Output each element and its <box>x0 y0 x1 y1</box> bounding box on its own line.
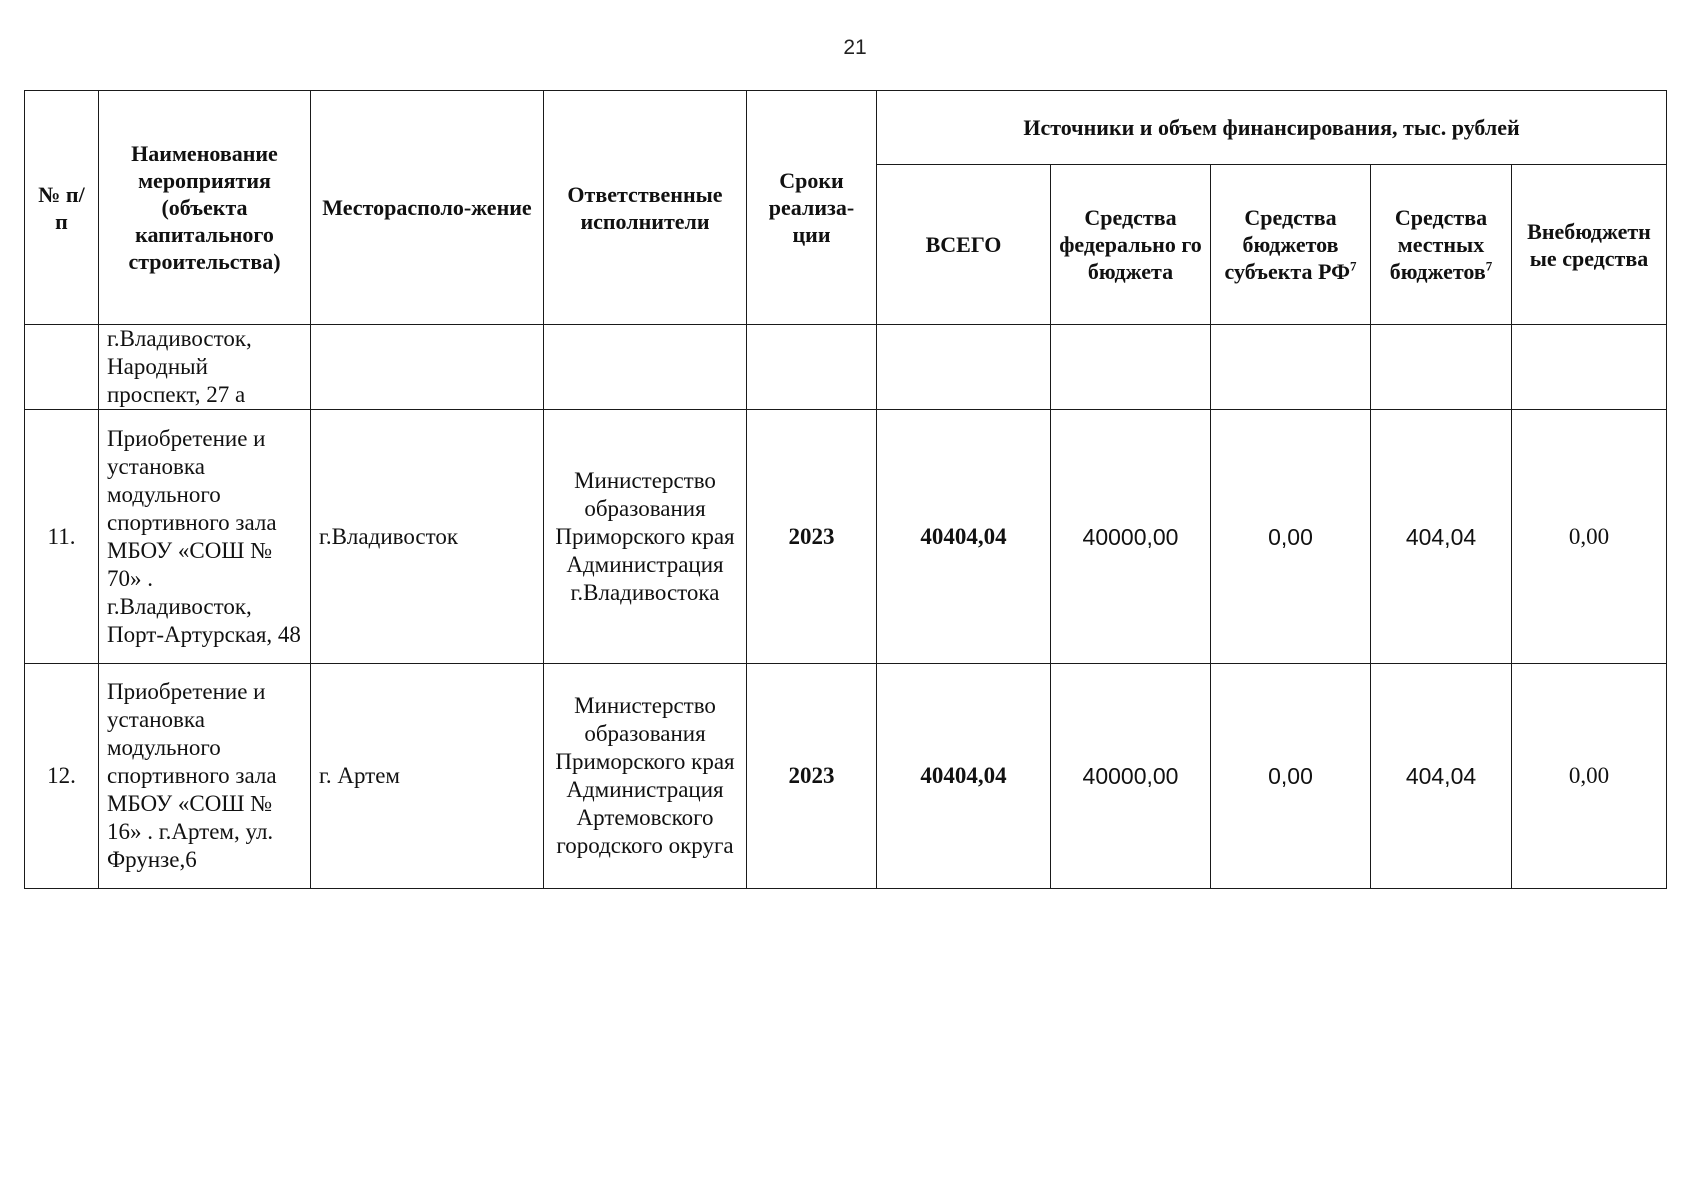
cell-total <box>877 325 1051 410</box>
cell-total: 40404,04 <box>877 410 1051 664</box>
cell-subject <box>1211 325 1371 410</box>
cell-name: Приобретение и установка модульного спортивного зала МБОУ «СОШ № 70» . г.Владивосток, Порт-Артурская, 48 <box>99 410 311 664</box>
header-no: № п/п <box>25 91 99 325</box>
cell-no: 12. <box>25 664 99 889</box>
cell-federal: 40000,00 <box>1051 410 1211 664</box>
header-responsible: Ответственные исполнители <box>544 91 747 325</box>
header-name: Наименование мероприятия (объекта капитального строительства) <box>99 91 311 325</box>
cell-terms: 2023 <box>747 664 877 889</box>
cell-responsible: Министерство образования Приморского края Администрация г.Владивостока <box>544 410 747 664</box>
header-subject-label: Средства бюджетов субъекта РФ <box>1224 205 1350 284</box>
header-local-footnote: 7 <box>1485 258 1493 274</box>
cell-location <box>311 325 544 410</box>
header-local <box>1371 165 1512 325</box>
table-row <box>25 410 1667 664</box>
cell-subject: 0,00 <box>1211 410 1371 664</box>
cell-name: Приобретение и установка модульного спортивного зала МБОУ «СОШ № 16» . г.Артем, ул. Фрунзе,6 <box>99 664 311 889</box>
cell-responsible <box>544 325 747 410</box>
cell-location: г. Артем <box>311 664 544 889</box>
header-sources: Источники и объем финансирования, тыс. рублей <box>877 91 1667 165</box>
header-federal: Средства федерально го бюджета <box>1051 165 1211 325</box>
table-header <box>25 91 1667 325</box>
cell-extra <box>1512 325 1667 410</box>
header-local-label: Средства местных бюджетов <box>1389 205 1488 284</box>
page-number: 21 <box>843 36 867 59</box>
header-extra: Внебюджетн ые средства <box>1512 165 1667 325</box>
cell-extra: 0,00 <box>1512 664 1667 889</box>
cell-terms: 2023 <box>747 410 877 664</box>
header-subject <box>1211 165 1371 325</box>
cell-responsible: Министерство образования Приморского края Администрация Артемовского городского округа <box>544 664 747 889</box>
cell-terms <box>747 325 877 410</box>
header-total: ВСЕГО <box>877 165 1051 325</box>
cell-no <box>25 325 99 410</box>
table-row <box>25 325 1667 410</box>
cell-local: 404,04 <box>1371 410 1512 664</box>
cell-local <box>1371 325 1512 410</box>
cell-total: 40404,04 <box>877 664 1051 889</box>
table-row <box>25 664 1667 889</box>
cell-extra: 0,00 <box>1512 410 1667 664</box>
cell-federal <box>1051 325 1211 410</box>
financing-table <box>24 90 1667 889</box>
header-subject-footnote: 7 <box>1349 258 1357 274</box>
header-terms: Сроки реализа-ции <box>747 91 877 325</box>
cell-subject: 0,00 <box>1211 664 1371 889</box>
cell-local: 404,04 <box>1371 664 1512 889</box>
header-location: Месторасполо-жение <box>311 91 544 325</box>
cell-name: г.Владивосток, Народный проспект, 27 а <box>99 325 311 410</box>
cell-location: г.Владивосток <box>311 410 544 664</box>
cell-no: 11. <box>25 410 99 664</box>
cell-federal: 40000,00 <box>1051 664 1211 889</box>
table-body <box>25 325 1667 889</box>
